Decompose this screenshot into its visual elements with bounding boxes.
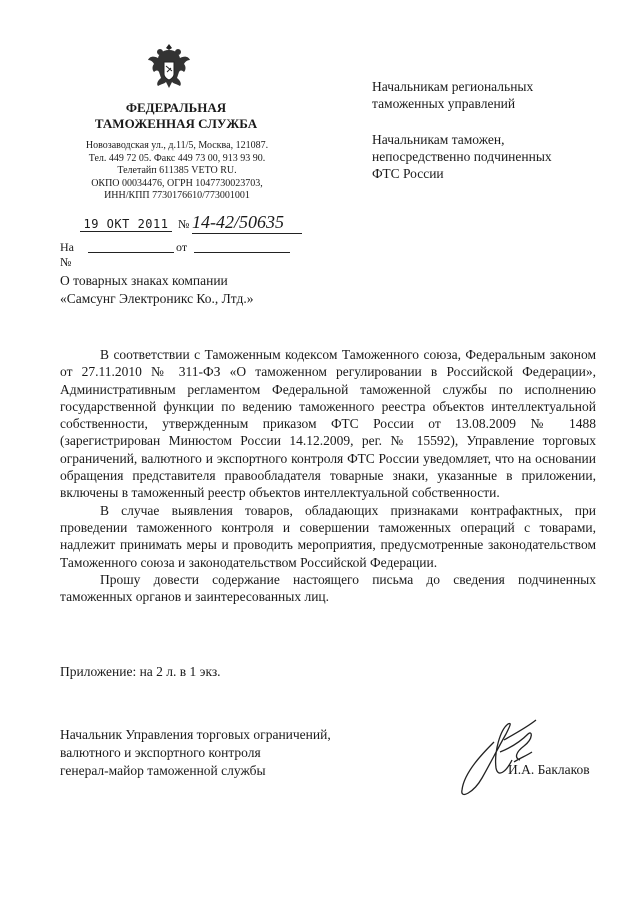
recipients [372,78,552,182]
org-name-line1: ФЕДЕРАЛЬНАЯ [125,100,227,115]
handwritten-signature-icon [454,712,554,802]
signatory-position-line3: генерал-майор таможенной службы [60,763,266,778]
signatory-position-line2: валютного и экспортного контроля [60,745,261,760]
body-paragraph-3: Прошу довести содержание настоящего письма до сведения подчиненных таможенных органов и заинтересованных лиц. [60,571,596,605]
subject-line1: О товарных знаках компании [60,273,228,288]
registration-number-label: № [178,217,190,231]
recipient-group1-line2: таможенных управлений [372,96,516,111]
subject [60,272,254,308]
russian-emblem-icon [146,42,192,90]
recipient-group1-line1: Начальникам региональных [372,79,534,94]
contact-teletype: Телетайп 611385 VETO RU. [117,165,237,177]
body-paragraph-2: В случае выявления товаров, обладающих признаками контрафактных, при проведении таможенного контроля и совершении таможенных операций с товарами, надлежит принимать меры и проводить мероприятия, предусмотренные законодательством Таможенного союза и законодательством Российской Федерации. [60,502,596,570]
recipient-group2-line3: ФТС России [372,166,444,181]
recipient-group2-line2: непосредственно подчиненных [372,149,552,164]
org-name-line2: ТАМОЖЕННАЯ СЛУЖБА [94,116,258,131]
signatory-position [60,726,331,780]
contact-okpo: ОКПО 00034476, ОГРН 1047730023703, [91,177,263,189]
recipient-group1 [372,78,552,112]
recipient-group2-line1: Начальникам таможен, [372,132,505,147]
recipient-group2 [372,131,552,182]
contact-inn: ИНН/КПП 7730176610/773001001 [104,190,250,202]
reply-number-line [88,252,174,253]
body-paragraph-1: В соответствии с Таможенным кодексом Таможенного союза, Федеральным законом от 27.11.2010 № 311-ФЗ «О таможенном регулировании в Российской Федерации», Административным регламентом Федеральной таможенной службы по исполнению государственной функции по ведению таможенного реестра объектов интеллектуальной собственности, утвержденным приказом ФТС России от 13.08.2009 № 1488 (зарегистрирован Минюстом России 14.12.2009, рег. № 15592), Управление торговых ограничений, валютного и экспортного контроля ФТС России уведомляет, что на основании обращения представителя правообладателя товарные знаки, указанные в приложении, включены в таможенный реестр объектов интеллектуальной собственности. [60,347,596,501]
signer-name: И.А. Баклаков [508,762,590,777]
registration-number: 14-42/50635 [192,212,302,234]
contact-phone: Тел. 449 72 05. Факс 449 73 00, 913 93 90. [88,152,266,164]
contact-address: Новозаводская ул., д.11/5, Москва, 121087. [85,140,269,151]
subject-line2: «Самсунг Электроникс Ко., Лтд.» [60,291,254,306]
signatory-position-line1: Начальник Управления торговых ограничений, [60,727,331,742]
attachment-note: Приложение: на 2 л. в 1 экз. [60,664,221,679]
contact-block [52,140,302,203]
reply-to-label: На № [60,240,74,269]
registration-date: 19 ОКТ 2011 [80,217,172,232]
reply-date-line [194,252,290,253]
reply-from-label: от [176,240,188,254]
letter-body [60,346,596,605]
